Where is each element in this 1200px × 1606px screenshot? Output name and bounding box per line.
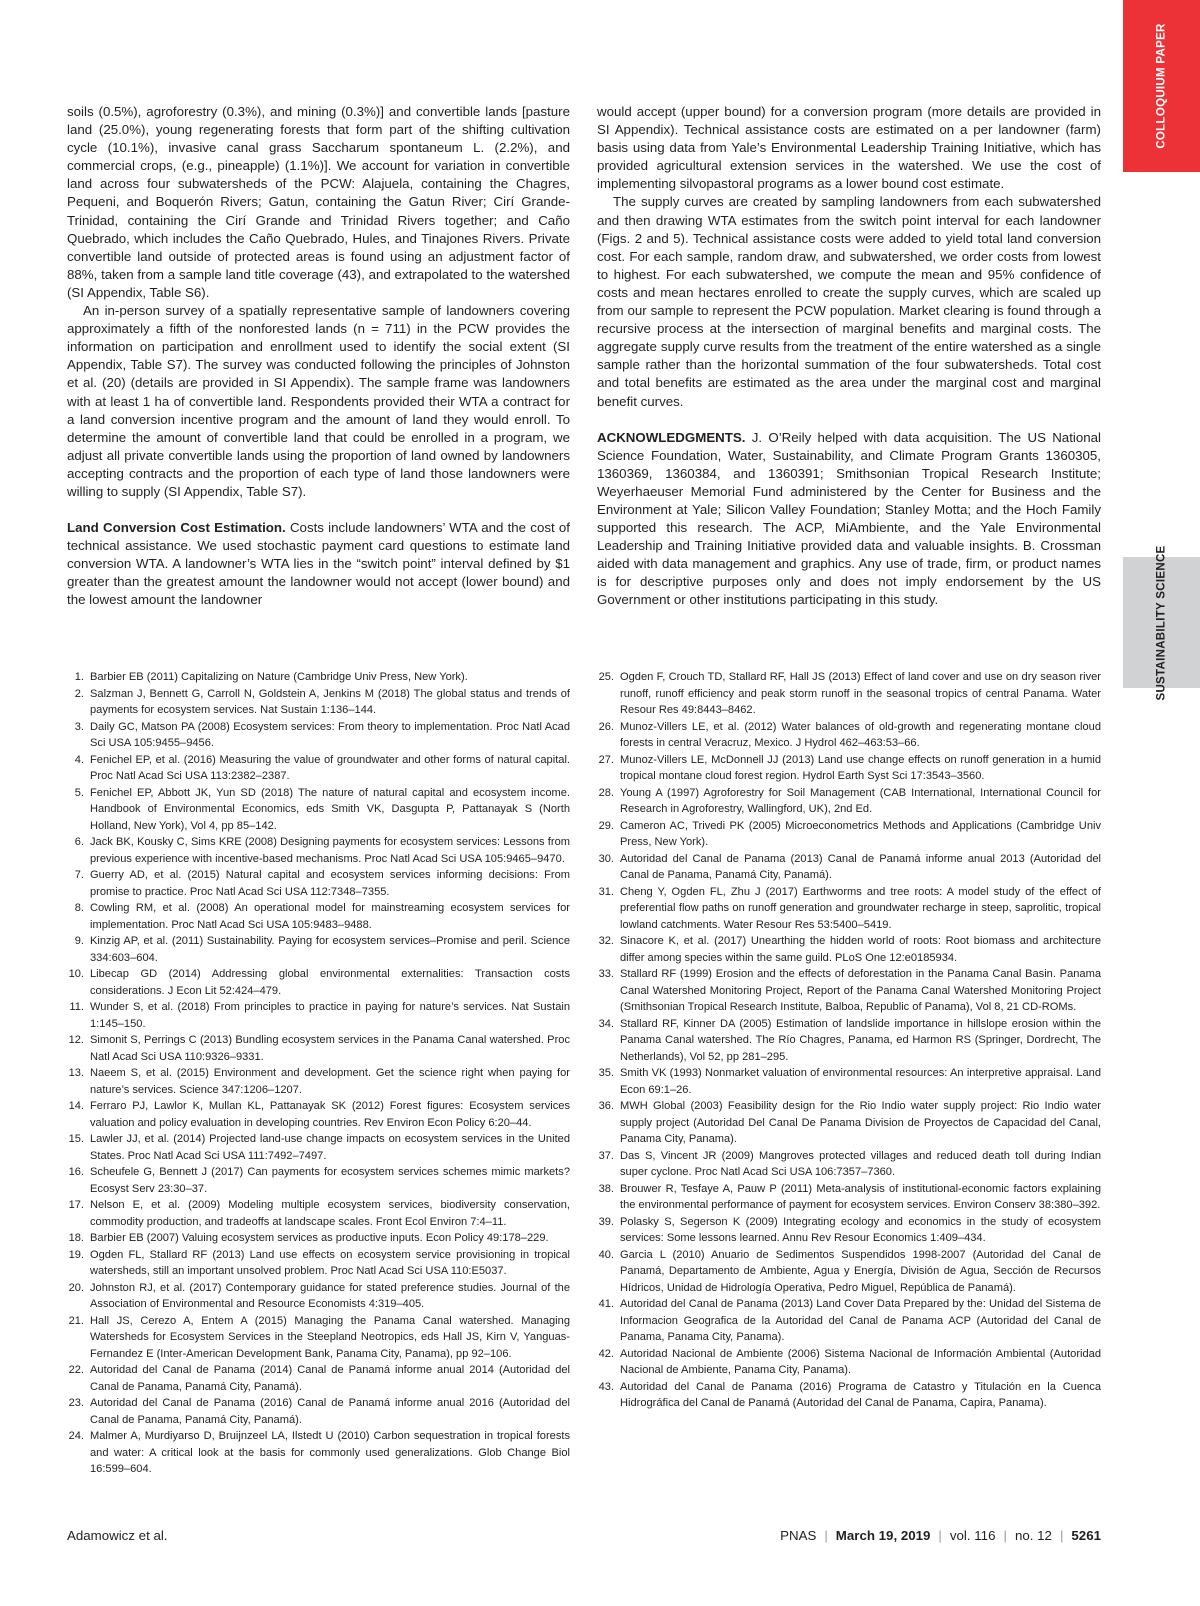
reference-text: Wunder S, et al. (2018) From principles to practice in paying for nature’s services. Nat Sustain 1:145–150. xyxy=(90,1001,570,1030)
reference-text: Das S, Vincent JR (2009) Mangroves protected villages and reduced death toll during Indian super cyclone. Proc Natl Acad Sci USA 106:7357–7360. xyxy=(620,1149,1101,1178)
reference-number: 28. xyxy=(598,786,614,799)
reference-number: 18. xyxy=(68,1232,84,1244)
reference-text: Nelson E, et al. (2009) Modeling multiple ecosystem services, biodiversity conservation, commodity production, and tradeoffs at landscape scales. Front Ecol Environ 7:4–11. xyxy=(90,1199,570,1228)
reference-item xyxy=(597,1181,1101,1214)
reference-number: 17. xyxy=(68,1199,84,1211)
reference-item xyxy=(67,1098,570,1131)
reference-text: Sinacore K, et al. (2017) Unearthing the hidden world of roots: Root biomass and architecture differ among species within the same guild. PLoS One 12:e0185934. xyxy=(620,935,1101,964)
footer-issue: no. 12 xyxy=(1014,1528,1052,1543)
reference-number: 41. xyxy=(598,1298,614,1310)
reference-item xyxy=(67,1313,570,1363)
reference-text: Autoridad del Canal de Panama (2014) Canal de Panamá informe anual 2014 (Autoridad del Canal de Panama, Panamá City, Panamá). xyxy=(90,1364,570,1393)
reference-item xyxy=(597,719,1101,752)
reference-number: 32. xyxy=(598,935,614,947)
reference-number: 33. xyxy=(598,968,614,980)
reference-item xyxy=(597,1065,1101,1098)
right-text-column xyxy=(597,103,1101,610)
reference-text: Ferraro PJ, Lawlor K, Mullan KL, Pattanayak SK (2012) Forest figures: Ecosystem services valuation and policy evaluation in developing countries. Rev Environ Econ Policy 6:20–44. xyxy=(90,1100,570,1129)
reference-number: 20. xyxy=(68,1281,84,1294)
acknowledgments-heading: ACKNOWLEDGMENTS. xyxy=(597,429,746,445)
reference-number: 2. xyxy=(74,687,84,700)
reference-item xyxy=(67,900,570,933)
footer-volume: vol. 116 xyxy=(949,1528,996,1543)
reference-text: Jack BK, Kousky C, Sims KRE (2008) Designing payments for ecosystem services: Lessons from previous experience with incentive-based mechanisms. Proc Natl Acad Sci USA 105:9465–9470. xyxy=(90,836,570,865)
colloquium-paper-label: COLLOQUIUM PAPER xyxy=(1155,23,1168,149)
reference-number: 12. xyxy=(68,1034,84,1046)
reference-text: Daily GC, Matson PA (2008) Ecosystem services: From theory to implementation. Proc Natl Acad Sci USA 105:9455–9456. xyxy=(90,720,570,749)
reference-text: Munoz-Villers LE, McDonnell JJ (2013) Land use change effects on runoff generation in a humid tropical montane cloud forest region. Hydrol Earth Syst Sci 17:3543–3560. xyxy=(620,753,1101,782)
reference-text: Fenichel EP, Abbott JK, Yun SD (2018) The nature of natural capital and ecosystem income. Handbook of Environmental Economics, eds Smith VK, Dasgupta P, Pattanayak S (North Holland, New York), Vol 4, pp 85–142. xyxy=(90,786,570,832)
reference-number: 43. xyxy=(598,1380,614,1393)
reference-text: Smith VK (1993) Nonmarket valuation of environmental resources: An interpretive appraisal. Land Econ 69:1–26. xyxy=(620,1067,1101,1096)
reference-number: 1. xyxy=(74,671,84,683)
paragraph-wta-continued: would accept (upper bound) for a conversion program (more details are provided in SI Appendix). Technical assistance costs are estimated on a per landowner (farm) basis using data from Yale’s Environmental Leadership Training Initiative, which has provided agricultural extension services in the watershed. We use the cost of implementing silvopastoral programs as a lower bound cost estimate. xyxy=(597,104,1101,192)
reference-text: Ogden FL, Stallard RF (2013) Land use effects on ecosystem service provisioning in tropical watersheds, still an important unsolved problem. Proc Natl Acad Sci USA 110:E5037. xyxy=(90,1248,570,1277)
reference-text: Scheufele G, Bennett J (2017) Can payments for ecosystem services schemes mimic markets? Ecosyst Serv 23:30–37. xyxy=(90,1166,570,1195)
footer-citation xyxy=(780,1528,1101,1544)
reference-text: Autoridad del Canal de Panama (2016) Programa de Catastro y Titulación en la Cuenca Hidrográfica del Canal de Panamá (Autoridad del Canal de Panama, Capira, Panama). xyxy=(620,1380,1101,1409)
paragraph-supply-curves: The supply curves are created by sampling landowners from each subwatershed and then drawing WTA estimates from the switch point interval for each landowner (Figs. 2 and 5). Technical assistance costs were added to yield total land conversion cost. For each sample, random draw, and subwatershed, we order costs from lowest to highest. For each subwatershed, we compute the mean and 95% confidence of costs and mean hectares enrolled to create the supply curves, which are scaled up from our sample to represent the PCW population. Market clearing is found through a recursive process at the intersection of marginal benefits and marginal costs. The aggregate supply curve results from the treatment of the entire watershed as a single sample rather than the horizontal summation of the four subwatersheds. Total cost and total benefits are estimated as the area under the marginal cost and marginal benefit curves. xyxy=(597,194,1101,409)
reference-text: Salzman J, Bennett G, Carroll N, Goldstein A, Jenkins M (2018) The global status and trends of payments for ecosystem services. Nat Sustain 1:136–144. xyxy=(90,687,570,716)
footer-date: March 19, 2019 xyxy=(835,1528,931,1543)
reference-item xyxy=(597,933,1101,966)
reference-item xyxy=(67,752,570,785)
reference-item xyxy=(67,1065,570,1098)
reference-number: 7. xyxy=(74,869,84,881)
footer-separator: | xyxy=(938,1528,942,1543)
reference-number: 38. xyxy=(598,1182,614,1195)
section-heading-cost-estimation: Land Conversion Cost Estimation. xyxy=(67,520,286,536)
footer-separator: | xyxy=(1003,1528,1007,1543)
references-list-right xyxy=(597,669,1101,1412)
reference-item xyxy=(597,966,1101,1016)
reference-number: 39. xyxy=(598,1215,614,1228)
reference-number: 10. xyxy=(68,968,84,980)
footer-journal: PNAS xyxy=(780,1528,817,1543)
reference-item xyxy=(67,1032,570,1065)
reference-text: Guerry AD, et al. (2015) Natural capital and ecosystem services informing decisions: From promise to practice. Proc Natl Acad Sci USA 112:7348–7355. xyxy=(90,869,570,898)
reference-number: 19. xyxy=(68,1248,84,1261)
reference-number: 24. xyxy=(68,1430,84,1442)
reference-item xyxy=(67,867,570,900)
reference-number: 29. xyxy=(598,819,614,832)
footer-page-number: 5261 xyxy=(1071,1528,1101,1543)
reference-number: 3. xyxy=(74,720,84,733)
reference-number: 14. xyxy=(68,1100,84,1112)
reference-item xyxy=(67,1131,570,1164)
reference-item xyxy=(67,966,570,999)
reference-text: Naeem S, et al. (2015) Environment and development. Get the science right when paying for nature’s services. Science 347:1206–1207. xyxy=(90,1067,570,1096)
reference-item xyxy=(67,1164,570,1197)
reference-item xyxy=(67,1197,570,1230)
reference-number: 26. xyxy=(598,720,614,733)
references-list-left xyxy=(67,669,570,1478)
reference-text: Ogden F, Crouch TD, Stallard RF, Hall JS (2013) Effect of land cover and use on dry season river runoff, runoff efficiency and peak storm runoff in the seasonal tropics of central Panama. Water Resour Res 49:8443–8462. xyxy=(620,671,1101,716)
acknowledgments-text: J. O’Reily helped with data acquisition. The US National Science Foundation, Water, Sustainability, and Climate Program Grants 1360305, 1360369, 1360384, and 1360391; Smithsonian Tropical Research Institute; Weyerhaeuser Memorial Fund administered by the Center for Business and the Environment at Yale; Silicon Valley Foundation; Stanley Motta; and the Hoch Family supported this research. The ACP, MiAmbiente, and the Yale Environmental Leadership and Training Initiative provided data and valuable insights. B. Crossman aided with data management and graphics. Any use of trade, firm, or product names is for descriptive purposes only and does not imply endorsement by the US Government or other institutions participating in this study. xyxy=(597,429,1101,608)
reference-number: 8. xyxy=(74,902,84,914)
cost-estimation-text: Costs include landowners’ WTA and the cost of technical assistance. We used stochastic payment card questions to estimate land conversion WTA. A landowner’s WTA lies in the “switch point” interval defined by $1 greater than the greatest amount the landowner would not accept (lower bound) and the lowest amount the landowner xyxy=(67,520,570,608)
reference-text: Cowling RM, et al. (2008) An operational model for mainstreaming ecosystem services for implementation. Proc Natl Acad Sci USA 105:9483–9488. xyxy=(90,902,570,931)
reference-number: 16. xyxy=(68,1166,84,1178)
reference-item xyxy=(597,1148,1101,1181)
paragraph-survey: An in-person survey of a spatially representative sample of landowners covering approximately a fifth of the nonforested lands (n = 711) in the PCW provides the information on participation and enrollment used to identify the social extent (SI Appendix, Table S7). The survey was conducted following the principles of Johnston et al. (20) (details are provided in SI Appendix). The sample frame was landowners with at least 1 ha of convertible land. Respondents provided their WTA a contract for a land conversion incentive program and the amount of land they would enroll. To determine the amount of convertible land that could be enrolled in a program, we adjust all private convertible lands using the proportion of land owned by landowners accepting contracts and the proportion of each type of land those landowners were willing to supply (SI Appendix, Table S7). xyxy=(67,303,570,499)
reference-number: 31. xyxy=(598,885,614,898)
reference-number: 11. xyxy=(69,1001,84,1013)
reference-number: 37. xyxy=(598,1149,614,1162)
reference-item xyxy=(597,1296,1101,1346)
reference-text: Cheng Y, Ogden FL, Zhu J (2017) Earthworms and tree roots: A model study of the effect of preferential flow paths on runoff generation and groundwater recharge in steep, saprolitic, tropical lowland catchments. Water Resour Res 53:5400–5419. xyxy=(620,885,1101,931)
reference-item xyxy=(597,669,1101,719)
reference-item xyxy=(597,1379,1101,1412)
sustainability-science-tab xyxy=(1123,544,1200,701)
colloquium-paper-tab xyxy=(1123,0,1200,172)
reference-text: Autoridad del Canal de Panama (2013) Canal de Panamá informe anual 2013 (Autoridad del Canal de Panama, Panamá City, Panamá). xyxy=(620,852,1101,881)
reference-number: 30. xyxy=(598,852,614,865)
reference-text: Libecap GD (2014) Addressing global environmental externalities: Transaction costs considerations. J Econ Lit 52:424–479. xyxy=(90,968,570,997)
reference-text: Barbier EB (2007) Valuing ecosystem services as productive inputs. Econ Policy 49:178–229. xyxy=(90,1232,549,1244)
reference-text: Autoridad Nacional de Ambiente (2006) Sistema Nacional de Información Ambiental (Autoridad Nacional de Ambiente, Panama City, Panama). xyxy=(620,1347,1101,1376)
reference-item xyxy=(67,669,570,686)
reference-text: Kinzig AP, et al. (2011) Sustainability. Paying for ecosystem services–Promise and peril. Science 334:603–604. xyxy=(90,935,570,964)
reference-item xyxy=(67,1428,570,1478)
reference-text: Johnston RJ, et al. (2017) Contemporary guidance for stated preference studies. Journal of the Association of Environmental and Resource Economists 4:319–405. xyxy=(90,1281,570,1310)
reference-text: Young A (1997) Agroforestry for Soil Management (CAB International, International Council for Research in Agroforestry, Wallingford, UK), 2nd Ed. xyxy=(620,786,1101,815)
reference-item xyxy=(597,818,1101,851)
reference-text: MWH Global (2003) Feasibility design for the Rio Indio water supply project: Rio Indio water supply project (Autoridad Del Canal De Panama Division de Proyectos de Capacidad del Canal, Panama City, Panama). xyxy=(620,1100,1101,1145)
reference-item xyxy=(597,1346,1101,1379)
reference-text: Malmer A, Murdiyarso D, Bruijnzeel LA, Ilstedt U (2010) Carbon sequestration in tropical forests and water: A critical look at the basis for commonly used generalizations. Glob Change Biol 16:599–604. xyxy=(90,1430,570,1475)
paragraph-cost-estimation xyxy=(67,519,570,609)
reference-number: 13. xyxy=(68,1067,84,1079)
reference-text: Garcia L (2010) Anuario de Sedimentos Suspendidos 1998-2007 (Autoridad del Canal de Panamá, Departamento de Ambiente, Agua y Energía, División de Agua, Sección de Recursos Hídricos, Unidad de Hidrología Operativa, Pedro Miguel, República de Panamá). xyxy=(620,1248,1101,1294)
reference-item xyxy=(67,933,570,966)
reference-text: Barbier EB (2011) Capitalizing on Nature (Cambridge Univ Press, New York). xyxy=(90,671,468,683)
reference-text: Munoz-Villers LE, et al. (2012) Water balances of old-growth and regenerating montane cloud forests in central Veracruz, Mexico. J Hydrol 462–463:53–66. xyxy=(620,720,1101,749)
reference-item xyxy=(67,719,570,752)
reference-item xyxy=(597,1016,1101,1066)
reference-text: Lawler JJ, et al. (2014) Projected land-use change impacts on ecosystem services in the United States. Proc Natl Acad Sci USA 111:7492–7497. xyxy=(90,1133,570,1162)
reference-number: 22. xyxy=(68,1364,84,1376)
reference-item xyxy=(597,785,1101,818)
reference-number: 42. xyxy=(598,1347,614,1360)
reference-item xyxy=(67,686,570,719)
reference-item xyxy=(597,752,1101,785)
sustainability-science-label: SUSTAINABILITY SCIENCE xyxy=(1155,544,1168,701)
reference-number: 34. xyxy=(598,1017,614,1030)
reference-item xyxy=(597,884,1101,934)
paragraph-land-categories: soils (0.5%), agroforestry (0.3%), and mining (0.3%)] and convertible lands [pasture land (25.0%), young regenerating forests that form part of the shifting cultivation cycle (10.1%), invasive canal grass Saccharum spontaneum L. (2.2%), and commercial crops, (e.g., pineapple) (1.1%)]. We account for variation in convertible land across four subwatersheds of the PCW: Alajuela, containing the Chagres, Pequeni, and Boquerón Rivers; Gatun, containing the Gatun River; Cirí Grande-Trinidad, containing the Cirí Grande and Trinidad Rivers together; and Caño Quebrado, which includes the Caño Quebrado, Hules, and Tinajones Rivers. Private convertible land outside of protected areas is found using an adjustment factor of 88%, taken from a sample land title coverage (43), and extrapolated to the watershed (SI Appendix, Table S6). xyxy=(67,104,570,300)
reference-item xyxy=(597,1214,1101,1247)
reference-text: Stallard RF (1999) Erosion and the effects of deforestation in the Panama Canal Basin. Panama Canal Watershed Monitoring Project, Report of the Panama Canal Watershed Monitoring Project (Smithsonian Tropical Research Institute, Balboa, Republic of Panama), Vol 8, 21 CD-ROMs. xyxy=(620,968,1101,1013)
reference-number: 15. xyxy=(68,1133,84,1145)
reference-number: 36. xyxy=(598,1100,614,1112)
paragraph-acknowledgments xyxy=(597,429,1101,610)
reference-text: Polasky S, Segerson K (2009) Integrating ecology and economics in the study of ecosystem services: Some lessons learned. Annu Rev Resour Economics 1:409–434. xyxy=(620,1215,1101,1244)
reference-number: 40. xyxy=(598,1248,614,1261)
footer-authors: Adamowicz et al. xyxy=(67,1528,168,1543)
reference-item xyxy=(67,1230,570,1247)
reference-item xyxy=(597,851,1101,884)
reference-number: 9. xyxy=(74,935,84,947)
reference-item xyxy=(67,1395,570,1428)
reference-text: Simonit S, Perrings C (2013) Bundling ecosystem services in the Panama Canal watershed. Proc Natl Acad Sci USA 110:9326–9331. xyxy=(90,1034,570,1063)
reference-item xyxy=(67,1280,570,1313)
reference-number: 6. xyxy=(74,836,84,848)
reference-text: Autoridad del Canal de Panama (2016) Canal de Panamá informe anual 2016 (Autoridad del Canal de Panama, Panamá City, Panamá). xyxy=(90,1397,570,1426)
reference-number: 25. xyxy=(598,671,614,683)
reference-text: Stallard RF, Kinner DA (2005) Estimation of landslide importance in hillslope erosion within the Panama Canal watershed. The Río Chagres, Panama, ed Harmon RS (Springer, Dordrecht, The Netherlands), Vol 52, pp 281–295. xyxy=(620,1017,1101,1063)
reference-number: 23. xyxy=(68,1397,84,1409)
reference-number: 4. xyxy=(74,753,84,766)
reference-item xyxy=(67,1362,570,1395)
reference-item xyxy=(597,1247,1101,1297)
left-text-column xyxy=(67,103,570,610)
footer-separator: | xyxy=(1059,1528,1064,1543)
reference-text: Cameron AC, Trivedi PK (2005) Microeconometrics Methods and Applications (Cambridge Univ Press, New York). xyxy=(620,819,1101,848)
reference-text: Fenichel EP, et al. (2016) Measuring the value of groundwater and other forms of natural capital. Proc Natl Acad Sci USA 113:2382–2387. xyxy=(90,753,570,782)
reference-text: Hall JS, Cerezo A, Entem A (2015) Managing the Panama Canal watershed. Managing Watersheds for Ecosystem Services in the Steepland Neotropics, eds Hall JS, Kirn V, Yanguas-Fernandez E (Inter-American Development Bank, Panama City, Panama), pp 92–106. xyxy=(90,1314,570,1360)
reference-item xyxy=(67,999,570,1032)
reference-number: 5. xyxy=(74,786,84,799)
reference-number: 27. xyxy=(598,753,614,766)
reference-text: Brouwer R, Tesfaye A, Pauw P (2011) Meta-analysis of institutional-economic factors explaining the environmental performance of payment for ecosystem services. Environ Conserv 38:380–392. xyxy=(620,1182,1101,1211)
reference-item xyxy=(597,1098,1101,1148)
footer-separator: | xyxy=(824,1528,828,1543)
reference-item xyxy=(67,785,570,835)
reference-number: 35. xyxy=(598,1067,614,1079)
reference-item xyxy=(67,1247,570,1280)
reference-number: 21. xyxy=(68,1314,84,1327)
reference-item xyxy=(67,834,570,867)
reference-text: Autoridad del Canal de Panama (2013) Land Cover Data Prepared by the: Unidad del Sistema de Informacion Geografica de la Autoridad del Canal de Panama ACP (Autoridad del Canal de Panama, Panama City, Panama). xyxy=(620,1298,1101,1343)
